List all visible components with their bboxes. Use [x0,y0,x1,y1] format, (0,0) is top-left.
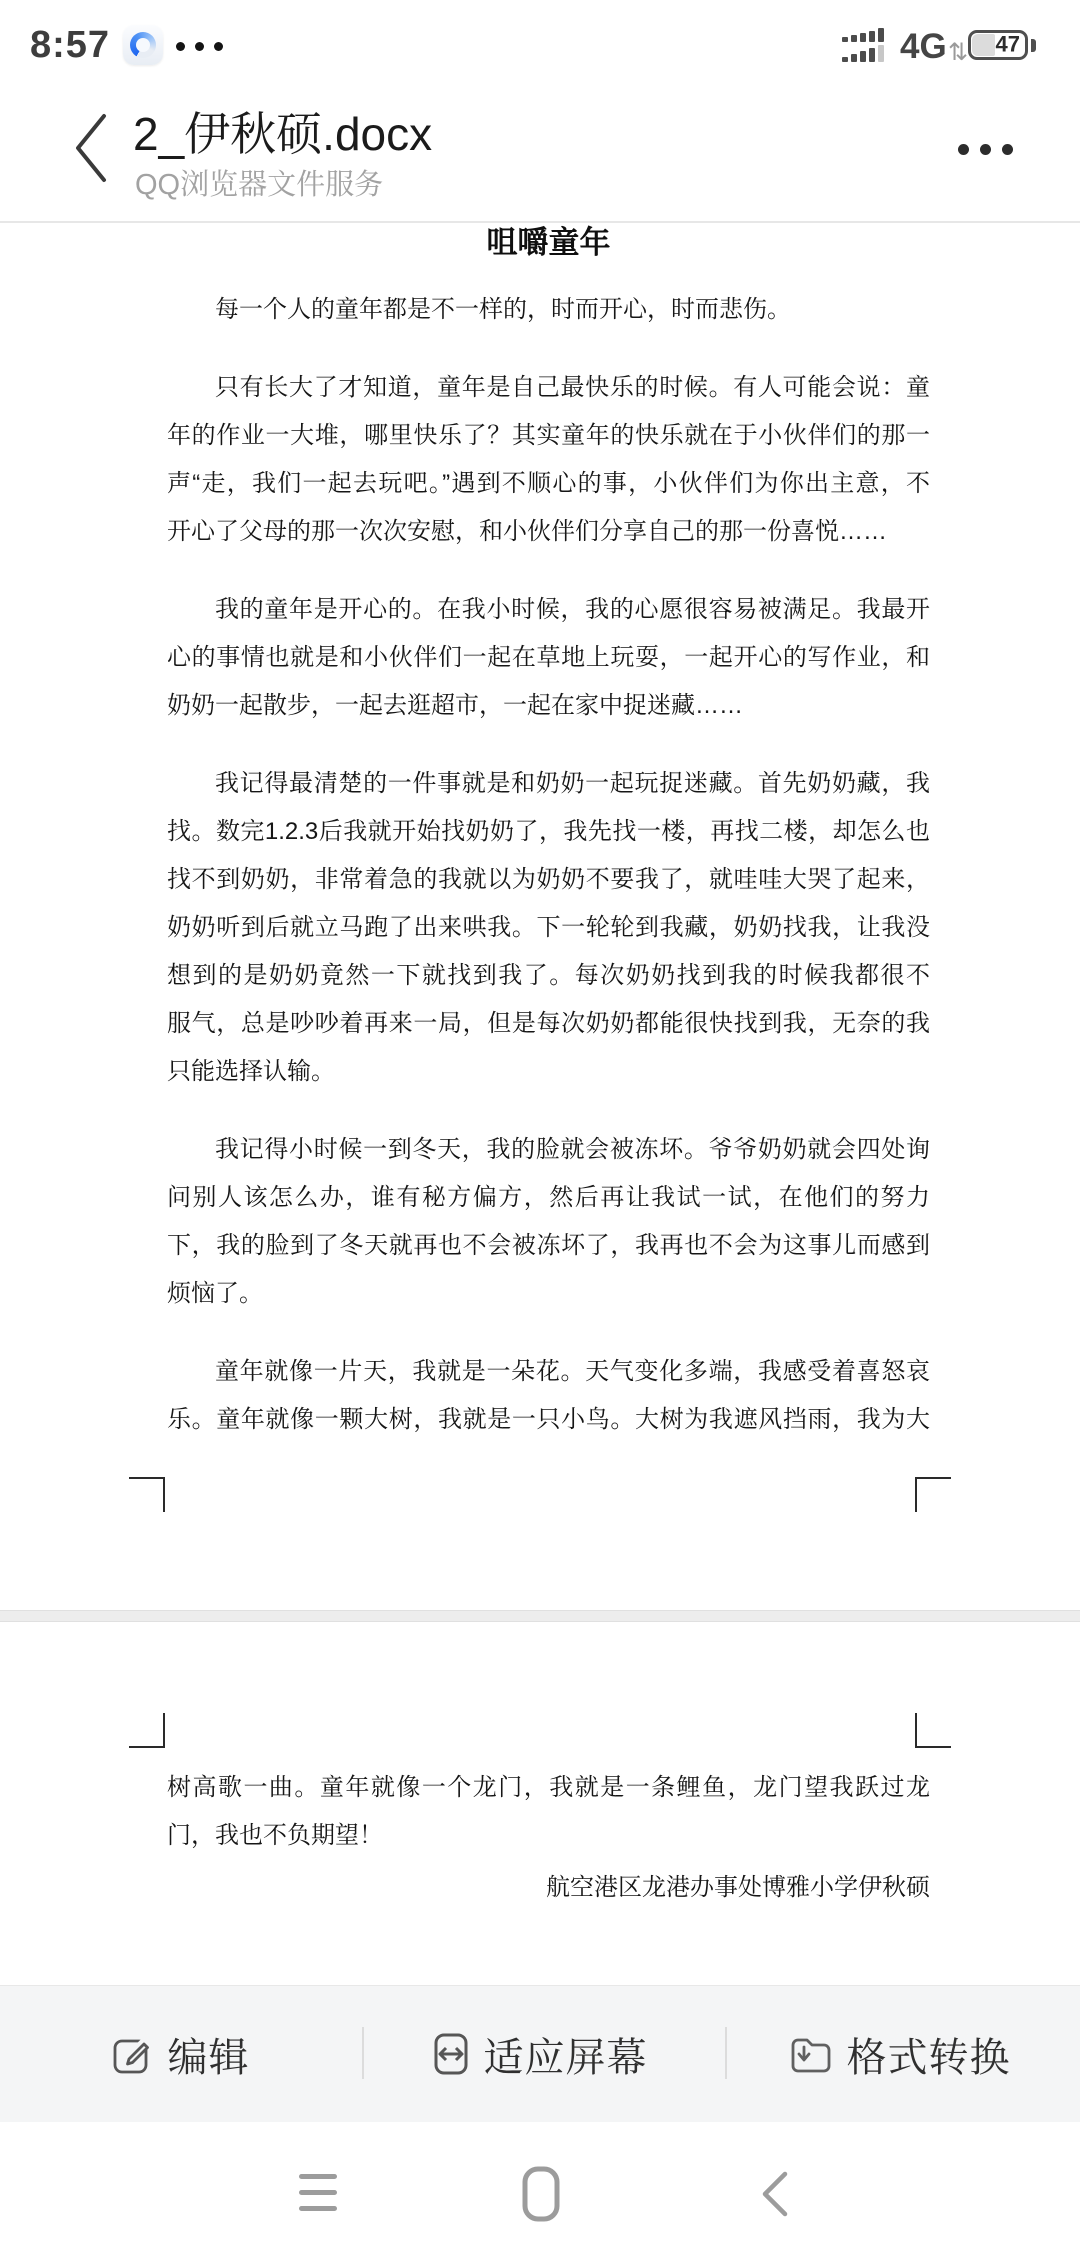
doc-line: 奶奶听到后就立马跑了出来哄我。下一轮轮到我藏，奶奶找我，让我没 [167,914,930,941]
home-button[interactable] [522,2166,560,2227]
doc-paragraph [167,1126,1080,1318]
doc-line: 服气，总是吵吵着再来一局，但是每次奶奶都能很快找到我，无奈的我 [167,1010,930,1037]
doc-line: 下，我的脸到了冬天就再也不会被冻坏了，我再也不会为这事儿而感到 [167,1232,930,1259]
header [0,90,1080,221]
format-convert-label: 格式转换 [846,2035,1011,2080]
doc-line: 开心了父母的那一次次安慰，和小伙伴们分享自己的那一份喜悦…… [167,518,887,545]
edit-label: 编辑 [167,2035,250,2080]
notification-dots-icon [176,42,223,51]
doc-line: 找。数完1.2.3后我就开始找奶奶了，我先找一楼，再找二楼，却怎么也 [167,818,930,845]
doc-signature: 航空港区龙港办事处博雅小学伊秋硕 [546,1874,930,1901]
page2-lines [167,1764,1080,1860]
nav-back-button[interactable] [758,2171,790,2222]
fit-screen-label: 适应屏幕 [483,2035,648,2080]
page-subtitle: QQ浏览器文件服务 [135,169,384,201]
document-page-2[interactable] [0,1622,1080,1985]
doc-line: 我的童年是开心的。在我小时候，我的心愿很容易被满足。我最开 [215,596,930,623]
back-button[interactable] [70,112,110,184]
clock: 8:57 [30,24,111,66]
qq-swirl-icon [130,32,156,58]
doc-paragraph [167,760,1080,1096]
doc-line: 门，我也不负期望！ [167,1822,383,1849]
edit-pencil-icon [111,2033,153,2075]
doc-line: 我记得最清楚的一件事就是和奶奶一起玩捉迷藏。首先奶奶藏，我 [215,770,930,797]
toolbar-divider [725,2027,727,2079]
page1-margin-mark-left [129,1477,165,1512]
format-convert-button[interactable] [720,1986,1080,2122]
doc-line: 童年就像一片天，我就是一朵花。天气变化多端，我感受着喜怒哀 [215,1358,930,1385]
doc-line: 只有长大了才知道，童年是自己最快乐的时候。有人可能会说：童 [215,374,930,401]
doc-line: 我记得小时候一到冬天，我的脸就会被冻坏。爷爷奶奶就会四处询 [215,1136,930,1163]
doc-line: 心的事情也就是和小伙伴们一起在草地上玩耍，一起开心的写作业，和 [167,644,930,671]
more-menu-button[interactable] [958,144,1013,155]
doc-paragraph [167,364,1080,556]
doc-line: 声“走，我们一起去玩吧。”遇到不顺心的事，小伙伴们为你出主意，不 [167,470,930,497]
status-bar [0,0,1080,90]
toolbar-divider [362,2027,364,2079]
doc-line: 只能选择认输。 [167,1058,335,1085]
signal-icon [842,28,890,64]
document-page-1[interactable] [0,223,1080,1610]
page1-margin-mark-right [915,1477,951,1512]
doc-line: 年的作业一大堆，哪里快乐了？其实童年的快乐就在于小伙伴们的那一 [167,422,930,449]
edit-button[interactable] [0,1986,360,2122]
doc-paragraph [167,286,1080,334]
network-type: 4G [900,27,947,66]
doc-line: 烦恼了。 [167,1280,263,1307]
back-chevron-icon [70,112,110,184]
page2-margin-mark-left [129,1713,165,1748]
bottom-toolbar [0,1985,1080,2122]
doc-line: 找不到奶奶，非常着急的我就以为奶奶不要我了，就哇哇大哭了起来， [167,866,930,893]
fit-screen-button[interactable] [360,1986,720,2122]
data-arrows-icon: ⇅ [948,38,969,66]
back-icon [758,2171,790,2217]
recents-button[interactable] [299,2174,337,2211]
battery-icon [968,30,1028,60]
page-title: 2_伊秋硕.docx [133,108,433,160]
doc-paragraph [167,1348,1080,1444]
doc-line: 乐。童年就像一颗大树，我就是一只小鸟。大树为我遮风挡雨，我为大 [167,1406,930,1433]
doc-paragraph [167,586,1080,730]
system-navbar [0,2122,1080,2248]
doc-line: 每一个人的童年都是不一样的，时而开心，时而悲伤。 [215,296,791,323]
page1-paragraphs [167,286,1080,1444]
battery-cap-icon [1031,39,1036,52]
sim1-signal-icon [842,28,884,42]
fit-screen-icon [433,2032,469,2076]
doc-line: 问别人该怎么办，谁有秘方偏方，然后再让我试一试，在他们的努力 [167,1184,930,1211]
sim2-signal-icon [842,45,884,62]
battery-fill [972,34,995,56]
page-separator [0,1610,1080,1622]
page2-margin-mark-right [915,1713,951,1748]
home-icon [522,2166,560,2222]
doc-line: 奶奶一起散步，一起去逛超市，一起在家中捉迷藏…… [167,692,743,719]
doc-title: 咀嚼童年 [486,225,611,260]
doc-line: 树高歌一曲。童年就像一个龙门，我就是一条鲤鱼，龙门望我跃过龙 [167,1774,930,1801]
qq-browser-badge-icon [123,25,163,65]
doc-line: 想到的是奶奶竟然一下就找到我了。每次奶奶找到我的时候我都很不 [167,962,930,989]
battery-percent: 47 [995,31,1020,57]
folder-download-icon [790,2034,832,2074]
